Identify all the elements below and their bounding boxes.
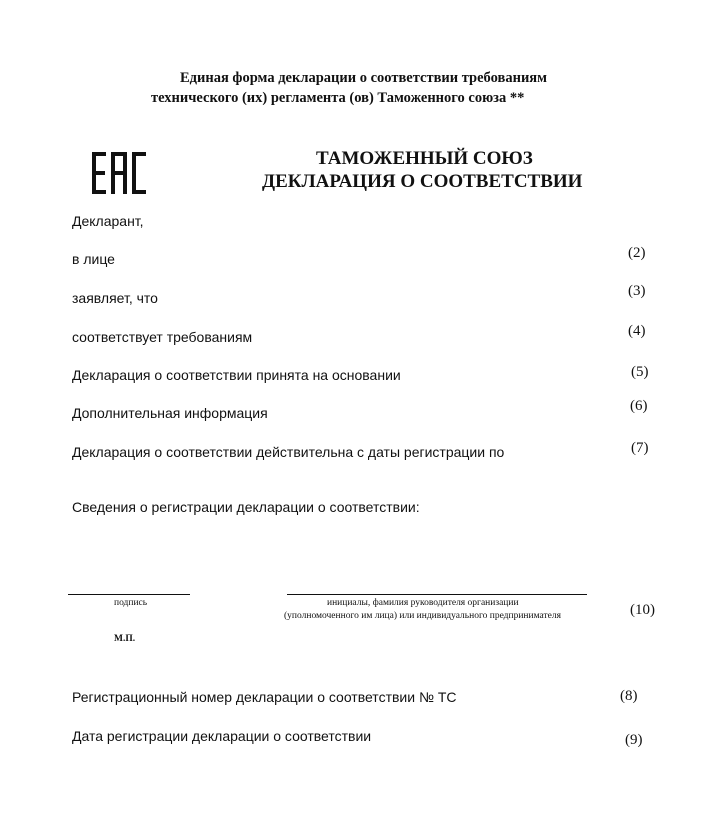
- field-number-5: (5): [631, 364, 649, 380]
- name-caption-line2: (уполномоченного им лица) или индивидуального предпринимателя: [284, 611, 561, 621]
- reg-number-label: Регистрационный номер декларации о соответствии № ТС: [72, 689, 457, 705]
- name-line: [287, 594, 587, 595]
- registration-info-label: Сведения о регистрации декларации о соответствии:: [72, 499, 420, 515]
- field-number-9: (9): [625, 732, 643, 748]
- field-declarant-label: Декларант,: [72, 213, 144, 229]
- field-represented-by-label: в лице: [72, 251, 115, 267]
- field-number-10: (10): [630, 602, 655, 618]
- signature-line: [68, 594, 190, 595]
- field-number-4: (4): [628, 323, 646, 339]
- eac-mark-icon: [92, 152, 146, 194]
- title-declaration: ДЕКЛАРАЦИЯ О СООТВЕТСТВИИ: [262, 171, 583, 192]
- field-declares-label: заявляет, что: [72, 290, 158, 306]
- name-caption-line1: инициалы, фамилия руководителя организации: [327, 598, 519, 608]
- field-requirements-label: соответствует требованиям: [72, 329, 253, 345]
- form-header-line2: технического (их) регламента (ов) Таможенного союза **: [151, 90, 525, 106]
- field-number-6: (6): [630, 398, 648, 414]
- field-number-2: (2): [628, 245, 646, 261]
- field-additional-info-label: Дополнительная информация: [72, 405, 268, 421]
- signature-caption: подпись: [114, 598, 148, 608]
- stamp-place-label: М.П.: [114, 634, 136, 644]
- field-number-8: (8): [620, 688, 638, 704]
- field-number-7: (7): [631, 440, 649, 456]
- title-customs-union: ТАМОЖЕННЫЙ СОЮЗ: [316, 148, 533, 169]
- reg-date-label: Дата регистрации декларации о соответствии: [72, 728, 372, 744]
- field-validity-label: Декларация о соответствии действительна с даты регистрации по: [72, 444, 505, 460]
- field-number-3: (3): [628, 283, 646, 299]
- form-header-line1: Единая форма декларации о соответствии требованиям: [180, 70, 548, 86]
- field-basis-label: Декларация о соответствии принята на основании: [72, 367, 401, 383]
